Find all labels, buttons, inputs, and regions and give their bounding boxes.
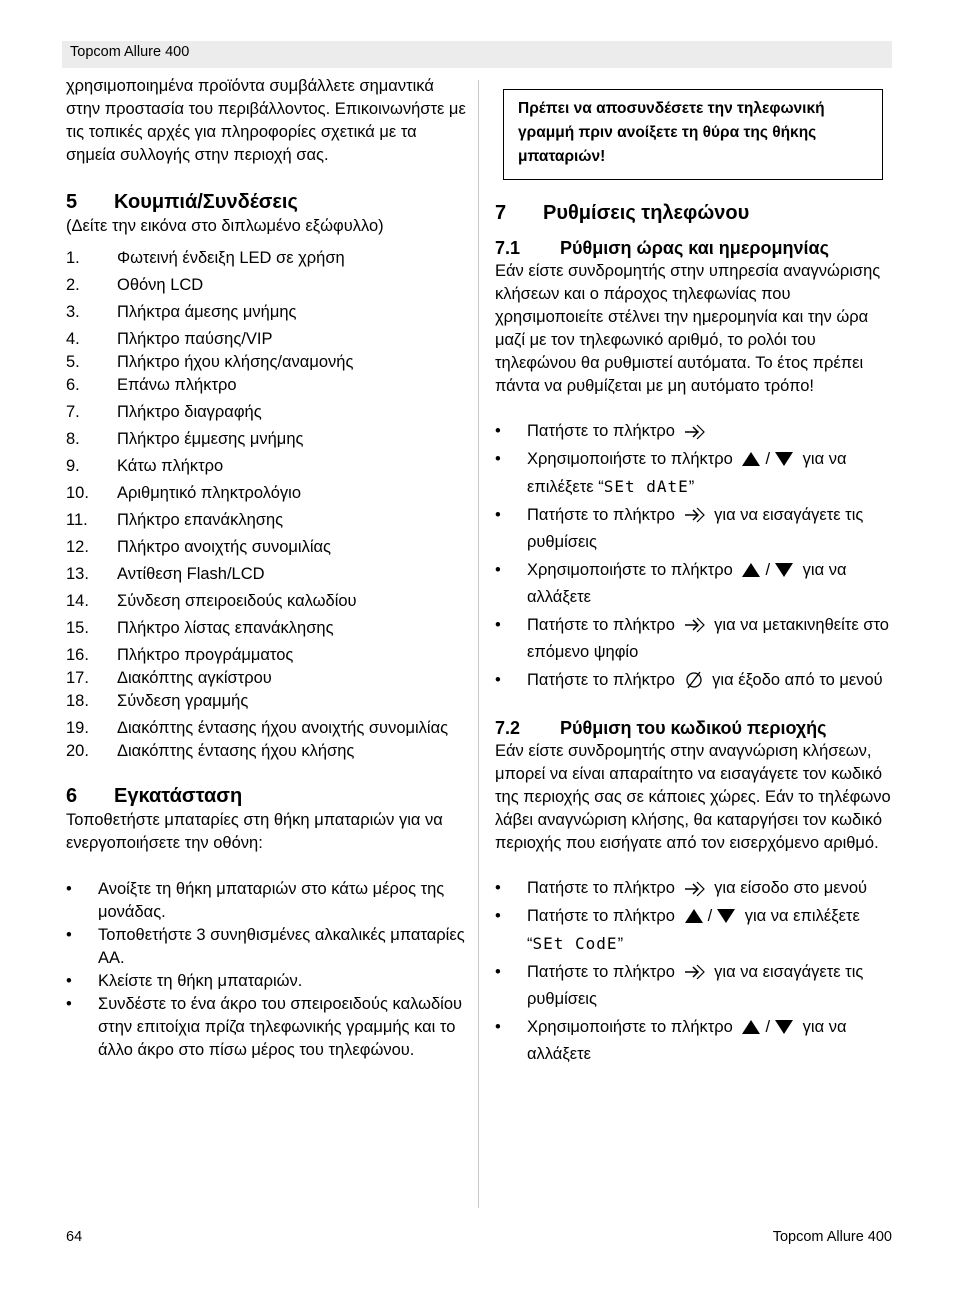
bullet: • bbox=[495, 615, 501, 634]
list-item bbox=[66, 740, 466, 763]
section-6-heading bbox=[66, 783, 466, 809]
item-text: Πλήκτρο λίστας επανάκλησης bbox=[117, 619, 334, 637]
warning-text: Πρέπει να αποσυνδέσετε την τηλεφωνική γραμμή πριν ανοίξετε τη θύρα της θήκης μπαταριών! bbox=[518, 100, 825, 165]
down-arrow-icon bbox=[774, 562, 794, 578]
step-text: Χρησιμοποιήστε το πλήκτρο bbox=[527, 560, 733, 579]
list-item bbox=[495, 612, 895, 667]
step-text: Πατήστε το πλήκτρο bbox=[527, 615, 675, 634]
list-item bbox=[495, 1014, 895, 1069]
item-text: Συνδέστε το ένα άκρο του σπειροειδούς καλωδίου στην επιτοίχια πρίζα τηλεφωνικής γραμμής και το άλλο άκρο στο πίσω μέρος του τηλεφώνου. bbox=[98, 995, 463, 1059]
step-text: Πατήστε το πλήκτρο bbox=[527, 670, 675, 689]
section-number: 6 bbox=[66, 785, 78, 807]
item-text: Πλήκτρο ήχου κλήσης/αναμονής bbox=[117, 353, 354, 371]
item-number: 16. bbox=[66, 646, 89, 664]
list-item bbox=[66, 690, 466, 713]
list-item bbox=[66, 374, 466, 397]
quote: “ bbox=[527, 935, 533, 953]
item-number: 8. bbox=[66, 430, 80, 448]
section-number: 7 bbox=[495, 202, 507, 224]
item-text: Φωτεινή ένδειξη LED σε χρήση bbox=[117, 249, 345, 267]
item-text: Σύνδεση σπειροειδούς καλωδίου bbox=[117, 592, 357, 610]
item-text: Πλήκτρο προγράμματος bbox=[117, 646, 294, 664]
slash: / bbox=[765, 449, 771, 468]
item-text: Κλείστε τη θήκη μπαταριών. bbox=[98, 972, 303, 990]
list-item bbox=[66, 455, 466, 478]
header-title: Topcom Allure 400 bbox=[70, 44, 190, 60]
area-code-steps bbox=[495, 875, 895, 1069]
item-text: Οθόνη LCD bbox=[117, 276, 204, 294]
down-arrow-icon bbox=[716, 908, 736, 924]
column-divider bbox=[478, 80, 479, 1208]
list-item bbox=[495, 875, 895, 903]
section-title: Ρυθμίσεις τηλεφώνου bbox=[543, 202, 750, 224]
warning-box bbox=[503, 89, 883, 180]
list-item bbox=[495, 557, 895, 612]
item-text: Διακόπτης αγκίστρου bbox=[117, 669, 272, 687]
list-item bbox=[66, 667, 466, 690]
bullet: • bbox=[495, 1017, 501, 1036]
enter-key-icon bbox=[684, 423, 706, 441]
list-item bbox=[495, 502, 895, 557]
item-text: Πλήκτρο επανάκλησης bbox=[117, 511, 284, 529]
list-item bbox=[66, 301, 466, 324]
up-arrow-icon bbox=[741, 1019, 761, 1035]
list-item bbox=[66, 401, 466, 424]
item-number: 10. bbox=[66, 484, 89, 502]
bullet: • bbox=[495, 906, 501, 925]
item-number: 14. bbox=[66, 592, 89, 610]
item-number: 15. bbox=[66, 619, 89, 637]
enter-key-icon bbox=[684, 506, 706, 524]
step-text: Πατήστε το πλήκτρο bbox=[527, 505, 675, 524]
list-item bbox=[495, 446, 895, 502]
up-arrow-icon bbox=[741, 562, 761, 578]
step-text: για να αλλάξετε bbox=[527, 1017, 847, 1063]
list-item bbox=[495, 903, 895, 959]
section-title: Κουμπιά/Συνδέσεις bbox=[114, 191, 298, 213]
item-text: Πλήκτρο ανοιχτής συνομιλίας bbox=[117, 538, 331, 556]
right-column bbox=[495, 89, 895, 1069]
left-column bbox=[66, 75, 466, 1062]
item-text: Ανοίξτε τη θήκη μπαταριών στο κάτω μέρος της μονάδας. bbox=[98, 880, 445, 921]
step-text: για να επιλέξετε “ bbox=[527, 449, 847, 496]
section-number: 7.1 bbox=[495, 238, 521, 258]
item-text: Πλήκτρο παύσης/VIP bbox=[117, 330, 273, 348]
item-text: Τοποθετήστε 3 συνηθισμένες αλκαλικές μπαταρίες ΑΑ. bbox=[98, 926, 465, 967]
list-item bbox=[66, 644, 466, 667]
quote: ” bbox=[617, 935, 624, 953]
section-7-2-heading bbox=[495, 716, 895, 740]
item-text: Διακόπτης έντασης ήχου ανοιχτής συνομιλίας bbox=[117, 719, 449, 737]
item-text: Πλήκτρο έμμεσης μνήμης bbox=[117, 430, 304, 448]
list-item bbox=[66, 617, 466, 640]
step-text: για να εισαγάγετε τις ρυθμίσεις bbox=[527, 505, 864, 551]
step-text: Χρησιμοποιήστε το πλήκτρο bbox=[527, 1017, 733, 1036]
enter-key-icon bbox=[684, 963, 706, 981]
item-number: 17. bbox=[66, 669, 89, 687]
item-text: Κάτω πλήκτρο bbox=[117, 457, 224, 475]
section-6-intro: Τοποθετήστε μπαταρίες στη θήκη μπαταριών για να ενεργοποιήσετε την οθόνη: bbox=[66, 811, 443, 852]
bullet: • bbox=[66, 995, 72, 1013]
quote: ” bbox=[688, 478, 695, 496]
list-item bbox=[66, 563, 466, 586]
item-number: 9. bbox=[66, 457, 80, 475]
time-date-steps bbox=[495, 418, 895, 694]
item-number: 1. bbox=[66, 249, 80, 267]
step-text: για έξοδο από το μενού bbox=[712, 670, 883, 689]
enter-key-icon bbox=[684, 880, 706, 898]
buttons-list bbox=[66, 247, 466, 763]
slash: / bbox=[765, 560, 771, 579]
list-item bbox=[66, 536, 466, 559]
list-item bbox=[66, 590, 466, 613]
list-item bbox=[66, 509, 466, 532]
install-steps-list bbox=[66, 878, 466, 1062]
list-item bbox=[495, 418, 895, 446]
step-text: Πατήστε το πλήκτρο bbox=[527, 879, 675, 897]
down-arrow-icon bbox=[774, 1019, 794, 1035]
item-number: 12. bbox=[66, 538, 89, 556]
intro-paragraph: χρησιμοποιημένα προϊόντα συμβάλλετε σημαντικά στην προστασία του περιβάλλοντος. Επικοινωνήστε με τις τοπικές αρχές για πληροφορίες σχετικά με τα σημεία συλλογής στην περιοχή σας. bbox=[66, 77, 466, 164]
item-number: 19. bbox=[66, 719, 89, 737]
section-number: 5 bbox=[66, 191, 78, 213]
list-item bbox=[495, 667, 895, 695]
step-text: Χρησιμοποιήστε το πλήκτρο bbox=[527, 449, 733, 468]
cancel-key-icon bbox=[684, 670, 704, 690]
step-text: για είσοδο στο μενού bbox=[714, 879, 868, 897]
item-text: Αριθμητικό πληκτρολόγιο bbox=[117, 484, 302, 502]
list-item bbox=[66, 482, 466, 505]
section-7-heading bbox=[495, 200, 895, 226]
item-text: Αντίθεση Flash/LCD bbox=[117, 565, 265, 583]
section-5-heading bbox=[66, 189, 466, 215]
bullet: • bbox=[66, 926, 72, 944]
page-number: 64 bbox=[66, 1229, 83, 1245]
step-text: για να αλλάξετε bbox=[527, 560, 847, 606]
bullet: • bbox=[495, 505, 501, 524]
bullet: • bbox=[495, 962, 501, 981]
step-text: για να εισαγάγετε τις ρυθμίσεις bbox=[527, 962, 864, 1008]
item-number: 2. bbox=[66, 276, 80, 294]
list-item bbox=[66, 274, 466, 297]
list-item bbox=[66, 247, 466, 270]
bullet: • bbox=[495, 422, 501, 440]
item-number: 18. bbox=[66, 692, 89, 710]
section-5-note: (Δείτε την εικόνα στο διπλωμένο εξώφυλλο) bbox=[66, 217, 384, 235]
list-item bbox=[66, 328, 466, 351]
item-text: Επάνω πλήκτρο bbox=[117, 376, 237, 394]
step-text: Πατήστε το πλήκτρο bbox=[527, 906, 675, 925]
slash: / bbox=[765, 1017, 771, 1036]
list-item bbox=[66, 878, 466, 924]
bullet: • bbox=[66, 972, 72, 990]
item-text: Πλήκτρο διαγραφής bbox=[117, 403, 262, 421]
section-7-2-intro: Εάν είστε συνδρομητής στην αναγνώριση κλήσεων, μπορεί να είναι απαραίτητο να εισαγάγετε τον κωδικό της περιοχής σας σε κάποιες χώρες. Εάν το τηλέφωνο λάβει αναγνώριση κλήσης, θα καταργήσει τον κωδικό περιοχής που εισήγατε από τον εισερχόμενο αριθμό. bbox=[495, 742, 891, 852]
section-7-1-intro: Εάν είστε συνδρομητής στην υπηρεσία αναγνώρισης κλήσεων και ο πάροχος τηλεφωνίας που χρησιμοποιείτε στέλνει την ημερομηνία και την ώρα μαζί με τον τηλεφωνικό αριθμό, το ρολόι του τηλεφώνου θα ρυθμιστεί αυτόματα. Το έτος πρέπει πάντα να ρυθμίζεται με μη αυτόματο τρόπο! bbox=[495, 262, 881, 395]
list-item bbox=[66, 993, 466, 1062]
item-number: 7. bbox=[66, 403, 80, 421]
step-text: Πατήστε το πλήκτρο bbox=[527, 962, 675, 981]
item-number: 20. bbox=[66, 742, 89, 760]
item-text: Πλήκτρα άμεσης μνήμης bbox=[117, 303, 297, 321]
slash: / bbox=[707, 906, 713, 925]
bullet: • bbox=[495, 449, 501, 468]
footer-title: Topcom Allure 400 bbox=[772, 1229, 892, 1245]
bullet: • bbox=[66, 880, 72, 898]
section-title: Εγκατάσταση bbox=[114, 785, 243, 807]
item-number: 13. bbox=[66, 565, 89, 583]
item-text: Σύνδεση γραμμής bbox=[117, 692, 249, 710]
enter-key-icon bbox=[684, 616, 706, 634]
up-arrow-icon bbox=[741, 451, 761, 467]
step-text: για να επιλέξετε bbox=[744, 906, 860, 925]
lcd-text: SEt dAtE bbox=[603, 477, 689, 496]
step-text: για να μετακινηθείτε στο επόμενο ψηφίο bbox=[527, 615, 889, 661]
step-text: Πατήστε το πλήκτρο bbox=[527, 422, 675, 440]
item-number: 11. bbox=[66, 511, 88, 529]
bullet: • bbox=[495, 879, 501, 897]
page-header bbox=[62, 41, 892, 68]
item-number: 4. bbox=[66, 330, 80, 348]
section-title: Ρύθμιση ώρας και ημερομηνίας bbox=[560, 238, 829, 258]
section-7-1-heading bbox=[495, 236, 895, 260]
up-arrow-icon bbox=[684, 908, 704, 924]
list-item bbox=[66, 970, 466, 993]
list-item bbox=[66, 924, 466, 970]
item-text: Διακόπτης έντασης ήχου κλήσης bbox=[117, 742, 355, 760]
down-arrow-icon bbox=[774, 451, 794, 467]
item-number: 6. bbox=[66, 376, 80, 394]
section-number: 7.2 bbox=[495, 718, 521, 738]
section-title: Ρύθμιση του κωδικού περιοχής bbox=[560, 718, 827, 738]
item-number: 5. bbox=[66, 353, 80, 371]
item-number: 3. bbox=[66, 303, 80, 321]
bullet: • bbox=[495, 670, 501, 689]
list-item bbox=[66, 428, 466, 451]
list-item bbox=[66, 351, 466, 374]
lcd-text: SEt CodE bbox=[532, 934, 618, 953]
list-item bbox=[66, 717, 466, 740]
bullet: • bbox=[495, 560, 501, 579]
list-item bbox=[495, 959, 895, 1014]
